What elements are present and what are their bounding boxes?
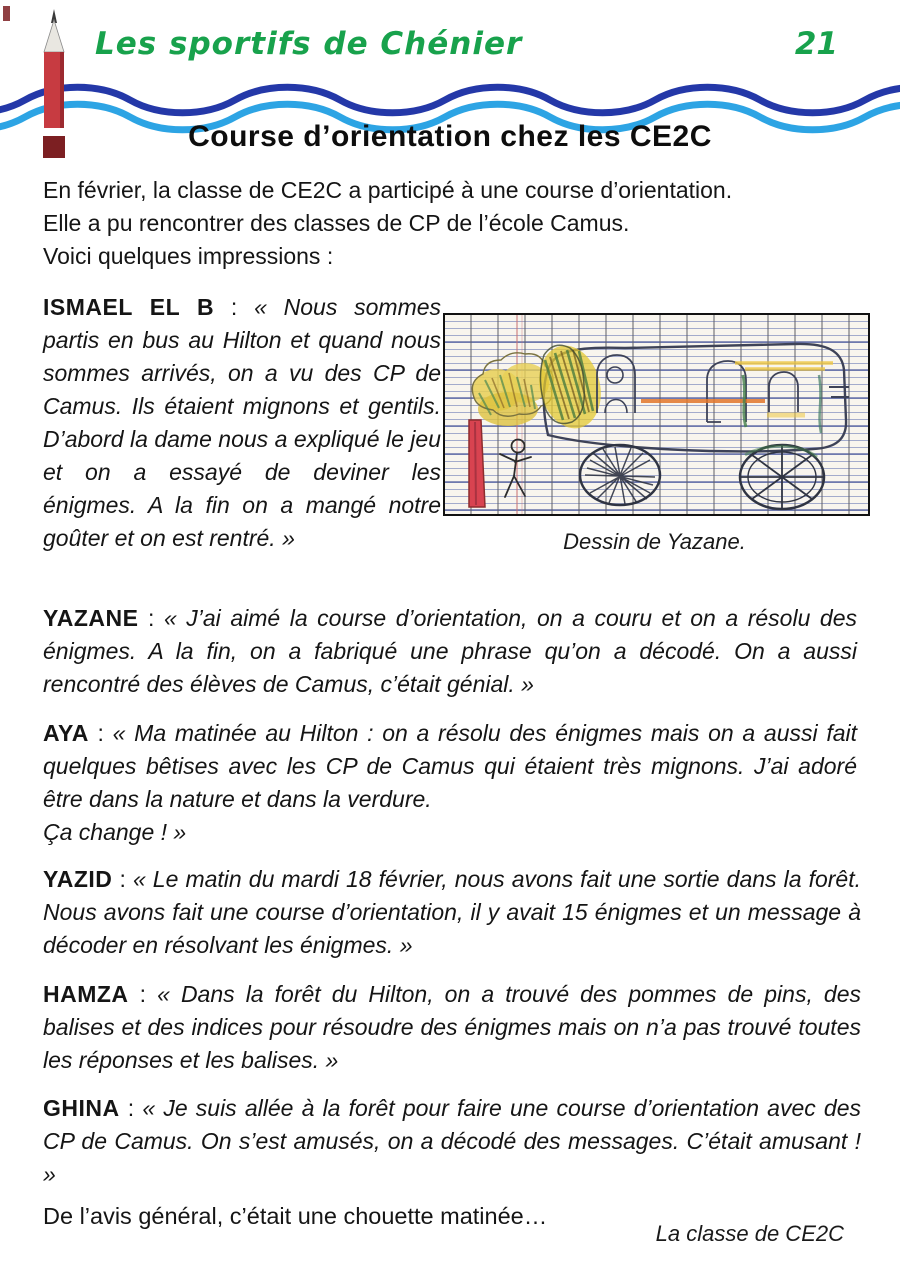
name-separator: : [119,1095,143,1121]
testimonial-aya [43,717,857,849]
scan-artifact [3,6,10,21]
quote-text: « J’ai aimé la course d’orientation, on a couru et on a résolu des énigmes. A la fin, on a fabriqué une phrase qu’on a décodé. On a aussi rencontré des élèves de Camus, c’était génial. » [43,605,857,697]
intro-line-1: En février, la classe de CE2C a participé à une course d’orientation. [43,177,733,203]
testimonial-yazid [43,863,861,962]
quote-text: « Ma matinée au Hilton : on a résolu des énigmes mais on a aussi fait quelques bêtises avec les CP de Camus qui étaient très mignons. J’ai adoré être dans la nature et dans la verdure. [43,720,857,812]
child-drawing-bus [443,313,870,516]
student-name: YAZANE [43,605,139,631]
testimonial-ghina [43,1092,861,1191]
name-separator: : [214,294,255,320]
testimonial-yazane [43,602,857,701]
quote-text: « Dans la forêt du Hilton, on a trouvé des pommes de pins, des balises et des indices pour résoudre des énigmes mais on n’a pas trouvé toutes les réponses et les balises. » [43,981,861,1073]
quote-text: « Je suis allée à la forêt pour faire une course d’orientation avec des CP de Camus. On s’est amusés, on a décodé des messages. C’était amusant ! » [43,1095,862,1187]
name-separator: : [138,605,164,631]
wave-divider [0,0,900,140]
class-signature: La classe de CE2C [655,1221,844,1246]
intro-line-2: Elle a pu rencontrer des classes de CP de l’école Camus. [43,210,630,236]
intro-line-3: Voici quelques impressions : [43,243,334,269]
quote-text: « Le matin du mardi 18 février, nous avons fait une sortie dans la forêt. Nous avons fait une course d’orientation, il y avait 15 énigmes et un message à décoder en résolvant les énigmes. » [43,866,862,958]
page-number: 21 [794,26,838,62]
figure-drawing [443,313,866,555]
name-separator: : [128,981,158,1007]
figure-caption: Dessin de Yazane. [563,529,746,554]
quote-text: « Nous sommes partis en bus au Hilton et quand nous sommes arrivés, on a vu des CP de Camus. Ils étaient mignons et gentils. D’abord la dame nous a expliqué le jeu et on a essayé de deviner les énigmes. A la fin on a mangé notre goûter et on est rentré. » [43,294,442,551]
masthead-title: Les sportifs de Chénier [95,26,523,62]
testimonial-ismael [43,291,441,555]
student-name: AYA [43,720,89,746]
testimonial-hamza [43,978,861,1077]
student-name: ISMAEL EL B [43,294,215,320]
name-separator: : [112,866,133,892]
name-separator: : [88,720,113,746]
quote-text-line2: Ça change ! » [43,819,187,845]
article-title: Course d’orientation chez les CE2C [188,120,712,153]
student-name: YAZID [43,866,113,892]
student-name: GHINA [43,1095,120,1121]
student-name: HAMZA [43,981,129,1007]
closing-line: De l’avis général, c’était une chouette matinée… [43,1203,548,1229]
pencil-icon [36,8,72,160]
intro-paragraph [43,174,863,273]
